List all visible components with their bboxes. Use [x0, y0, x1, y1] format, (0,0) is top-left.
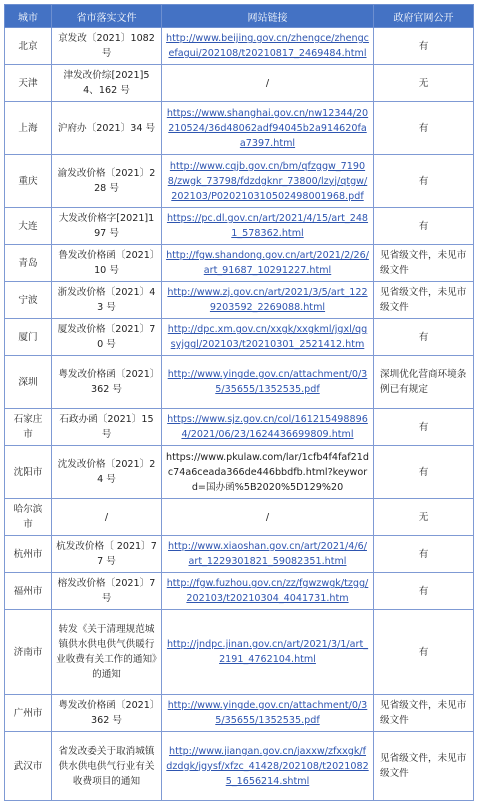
cell-city: 青岛	[5, 245, 52, 282]
cell-public: 有	[374, 610, 474, 695]
policy-table	[4, 4, 474, 801]
cell-city: 宁波	[5, 282, 52, 319]
cell-public: 有	[374, 28, 474, 65]
policy-link[interactable]: http://dpc.xm.gov.cn/xxgk/xxgkml/jgxl/qgsyjggl/202103/t20210301_2521412.htm	[167, 324, 368, 350]
table-row	[5, 155, 474, 208]
cell-link	[162, 319, 374, 356]
table-row	[5, 732, 474, 801]
cell-link	[162, 245, 374, 282]
header-link: 网站链接	[162, 5, 374, 28]
cell-city: 厦门	[5, 319, 52, 356]
table-header-row	[5, 5, 474, 28]
cell-link	[162, 356, 374, 409]
cell-link	[162, 610, 374, 695]
cell-link	[162, 409, 374, 446]
table-row	[5, 356, 474, 409]
policy-link[interactable]: http://www.zj.gov.cn/art/2021/3/5/art_1229203592_2269088.html	[167, 287, 368, 313]
cell-document: /	[52, 499, 162, 536]
cell-public: 有	[374, 319, 474, 356]
policy-link[interactable]: http://www.xiaoshan.gov.cn/art/2021/4/6/art_1229301821_59082351.html	[168, 541, 367, 567]
policy-link[interactable]: http://www.beijing.gov.cn/zhengce/zhengcefagui/202108/t20210817_2469484.html	[166, 33, 369, 59]
table-body	[5, 28, 474, 801]
cell-public: 见省级文件，未见市级文件	[374, 695, 474, 732]
cell-city: 北京	[5, 28, 52, 65]
cell-public: 有	[374, 536, 474, 573]
cell-document: 沪府办〔2021〕34 号	[52, 102, 162, 155]
cell-link	[162, 282, 374, 319]
table-row	[5, 282, 474, 319]
cell-city: 重庆	[5, 155, 52, 208]
cell-city: 武汉市	[5, 732, 52, 801]
policy-link[interactable]: http://www.cqjb.gov.cn/bm/qfzggw_71908/zwgk_73798/fdzdgknr_73800/lzyj/qtgw/202103/P020210310502498001968.pdf	[167, 160, 368, 202]
header-public: 政府官网公开	[374, 5, 474, 28]
table-row	[5, 573, 474, 610]
table-row	[5, 65, 474, 102]
cell-document: 京发改〔2021〕1082 号	[52, 28, 162, 65]
cell-city: 杭州市	[5, 536, 52, 573]
cell-city: 深圳	[5, 356, 52, 409]
cell-document: 粤发改价格函〔2021〕362 号	[52, 356, 162, 409]
cell-city: 上海	[5, 102, 52, 155]
policy-link[interactable]: https://www.sjz.gov.cn/col/1612154988964/2021/06/23/1624436699809.html	[167, 414, 368, 440]
policy-link[interactable]: http://fgw.fuzhou.gov.cn/zz/fgwzwgk/tzgg/202103/t20210304_4041731.htm	[166, 578, 369, 604]
table-row	[5, 245, 474, 282]
cell-city: 广州市	[5, 695, 52, 732]
cell-public: 无	[374, 65, 474, 102]
cell-link	[162, 28, 374, 65]
cell-city: 石家庄市	[5, 409, 52, 446]
table-row	[5, 446, 474, 499]
cell-public: 有	[374, 573, 474, 610]
cell-link	[162, 573, 374, 610]
cell-city: 济南市	[5, 610, 52, 695]
cell-city: 福州市	[5, 573, 52, 610]
cell-public: 有	[374, 102, 474, 155]
cell-document: 粤发改价格函〔2021〕362 号	[52, 695, 162, 732]
cell-city: 天津	[5, 65, 52, 102]
cell-link	[162, 208, 374, 245]
policy-link[interactable]: https://www.pkulaw.com/lar/1cfb4f4faf21dc74a6ceada366de446bbdfb.html?keyword=国办函%5B2020%5D129%20	[166, 451, 369, 493]
table-row	[5, 319, 474, 356]
cell-link	[162, 536, 374, 573]
cell-public: 有	[374, 409, 474, 446]
cell-document: 杭发改价格〔 2021〕77 号	[52, 536, 162, 573]
cell-city: 沈阳市	[5, 446, 52, 499]
cell-public: 见省级文件，未见市级文件	[374, 282, 474, 319]
table-row	[5, 499, 474, 536]
cell-document: 浙发改价格〔2021〕43 号	[52, 282, 162, 319]
cell-document: 沈发改价格〔2021〕24 号	[52, 446, 162, 499]
policy-link[interactable]: https://pc.dl.gov.cn/art/2021/4/15/art_2481_578362.html	[166, 213, 369, 239]
cell-document: 大发改价格字[2021]197 号	[52, 208, 162, 245]
header-document: 省市落实文件	[52, 5, 162, 28]
policy-link[interactable]: http://www.yingde.gov.cn/attachment/0/35/35655/1352535.pdf	[167, 700, 368, 726]
cell-document: 石政办函〔2021〕15 号	[52, 409, 162, 446]
cell-document: 省发改委关于取消城镇供水供电供气行业有关收费项目的通知	[52, 732, 162, 801]
cell-public: 有	[374, 208, 474, 245]
cell-public: 有	[374, 446, 474, 499]
cell-link: /	[162, 65, 374, 102]
table-row	[5, 695, 474, 732]
cell-document: 转发《关于清理规范城镇供水供电供气供暖行业收费有关工作的通知》的通知	[52, 610, 162, 695]
cell-document: 鲁发改价格函〔2021〕10 号	[52, 245, 162, 282]
cell-public: 见省级文件，未见市级文件	[374, 732, 474, 801]
policy-link[interactable]: https://www.shanghai.gov.cn/nw12344/20210524/36d48062adf94045b2a914620faa7397.html	[166, 107, 369, 149]
header-city: 城市	[5, 5, 52, 28]
cell-document: 厦发改价格〔2021〕70 号	[52, 319, 162, 356]
cell-public: 深圳优化营商环境条例已有规定	[374, 356, 474, 409]
cell-link	[162, 446, 374, 499]
cell-public: 无	[374, 499, 474, 536]
cell-document: 榕发改价格〔2021〕7 号	[52, 573, 162, 610]
cell-link	[162, 102, 374, 155]
cell-city: 大连	[5, 208, 52, 245]
policy-link[interactable]: http://www.yingde.gov.cn/attachment/0/35/35655/1352535.pdf	[167, 369, 368, 395]
policy-link[interactable]: http://fgw.shandong.gov.cn/art/2021/2/26/art_91687_10291227.html	[166, 250, 369, 276]
table-row	[5, 409, 474, 446]
table-row	[5, 102, 474, 155]
cell-link	[162, 695, 374, 732]
cell-public: 有	[374, 155, 474, 208]
policy-table-container	[4, 4, 473, 801]
table-row	[5, 208, 474, 245]
cell-link	[162, 732, 374, 801]
cell-link	[162, 155, 374, 208]
table-row	[5, 610, 474, 695]
cell-public: 见省级文件，未见市级文件	[374, 245, 474, 282]
cell-document: 津发改价综[2021]54、162 号	[52, 65, 162, 102]
policy-link[interactable]: http://www.jiangan.gov.cn/jaxxw/zfxxgk/fdzdgk/jgysf/xfzc_41428/202108/t20210825_1656214.shtml	[166, 745, 369, 787]
cell-city: 哈尔滨市	[5, 499, 52, 536]
policy-link[interactable]: http://jndpc.jinan.gov.cn/art/2021/3/1/art_2191_4762104.html	[166, 639, 369, 665]
table-row	[5, 536, 474, 573]
cell-link: /	[162, 499, 374, 536]
table-row	[5, 28, 474, 65]
cell-document: 渝发改价格〔2021〕228 号	[52, 155, 162, 208]
